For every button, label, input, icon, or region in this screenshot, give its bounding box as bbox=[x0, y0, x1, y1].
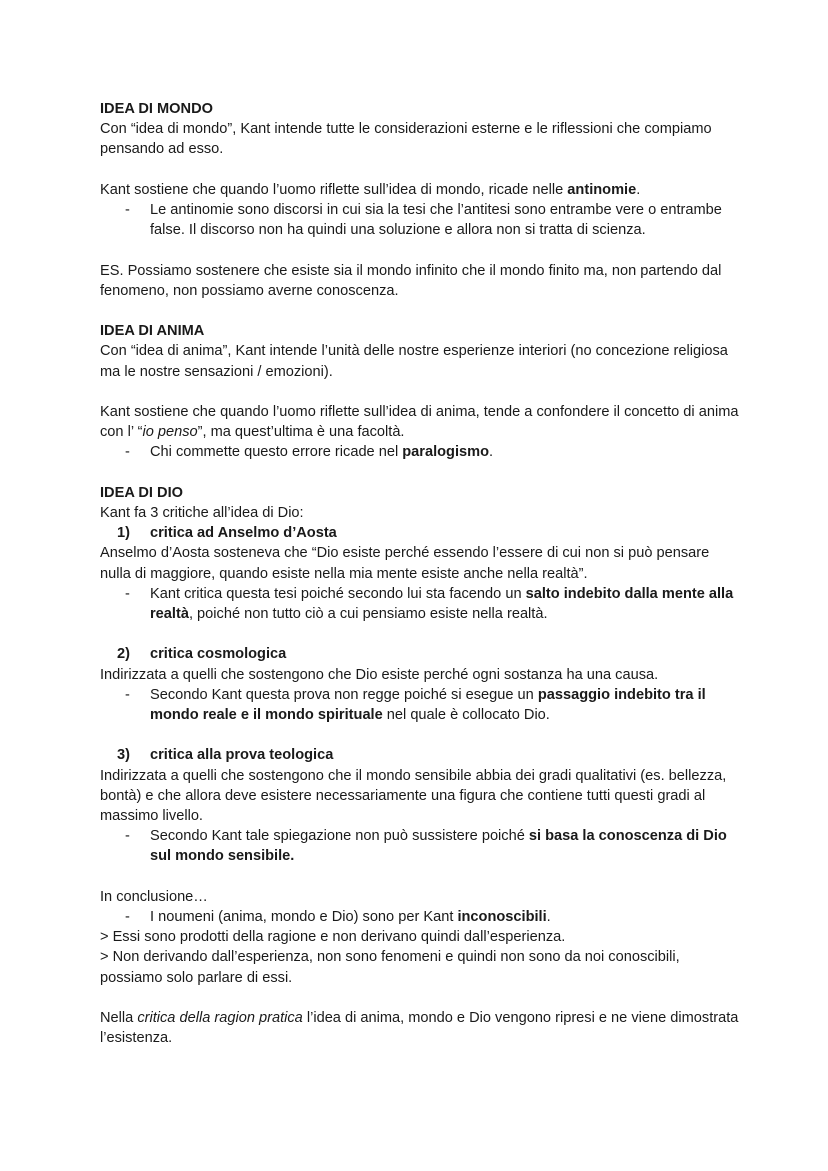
anima-paragraph: Kant sostiene che quando l’uomo riflette sull’idea di anima, tende a confondere il concetto di anima con l’ “io penso”, ma quest’ultima è una facoltà. bbox=[100, 403, 739, 441]
heading-idea-di-dio: IDEA DI DIO bbox=[100, 484, 183, 501]
heading-idea-di-mondo: IDEA DI MONDO bbox=[100, 101, 213, 117]
document-page bbox=[100, 99, 740, 1048]
critique-2-bullet: - Secondo Kant questa prova non regge poiché si esegue un passaggio indebito tra il mondo reale e il mondo spirituale nel quale è collocato Dio. bbox=[125, 686, 706, 723]
heading-idea-di-anima: IDEA DI ANIMA bbox=[100, 323, 205, 340]
term-io-penso: io penso bbox=[142, 424, 198, 441]
critique-3-text: Indirizzata a quelli che sostengono che il mondo sensibile abbia dei gradi qualitativi (es. bellezza, bontà) e che allora deve esistere necessariamente una figura che contiene tutti questi gradi al massimo livello. bbox=[100, 767, 727, 824]
term-critica-ragion-pratica: critica della ragion pratica bbox=[137, 1010, 303, 1026]
critique-1-title: 1) critica ad Anselmo d’Aosta bbox=[117, 525, 337, 542]
bullet-dash: - bbox=[125, 909, 130, 925]
bullet-dash: - bbox=[125, 444, 130, 461]
bullet-dash: - bbox=[125, 585, 130, 602]
mondo-paragraph: Kant sostiene che quando l’uomo riflette sull’idea di mondo, ricade nelle antinomie. bbox=[100, 181, 641, 198]
critique-1-text: Anselmo d’Aosta sosteneva che “Dio esiste perché essendo l’essere di cui non si può pensare nulla di maggiore, quando esiste nella mia mente esiste anche nella realtà”. bbox=[100, 545, 710, 582]
term-antinomie: antinomie bbox=[567, 181, 637, 198]
bullet-dash: - bbox=[125, 202, 130, 218]
term-paralogismo: paralogismo bbox=[402, 444, 490, 461]
bullet-dash: - bbox=[125, 828, 130, 845]
dio-intro: Kant fa 3 critiche all’idea di Dio: bbox=[100, 504, 304, 521]
mondo-example: ES. Possiamo sostenere che esiste sia il mondo infinito che il mondo finito ma, non partendo dal fenomeno, non possiamo averne conoscenza. bbox=[100, 262, 722, 299]
critique-1-bullet: - Kant critica questa tesi poiché secondo lui sta facendo un salto indebito dalla mente alla realtà, poiché non tutto ciò a cui pensiamo esiste nella realtà. bbox=[125, 585, 734, 622]
anima-intro: Con “idea di anima”, Kant intende l’unità delle nostre esperienze interiori (no concezione religiosa ma le nostre sensazioni / emozioni). bbox=[100, 343, 728, 380]
mondo-bullet: - Le antinomie sono discorsi in cui sia la tesi che l’antitesi sono entrambe vere o entrambe false. Il discorso non ha quindi una soluzione e allora non si tratta di scienza. bbox=[125, 202, 722, 239]
conclusion-bullet: - I noumeni (anima, mondo e Dio) sono per Kant inconoscibili. bbox=[100, 907, 740, 927]
bullet-dash: - bbox=[125, 686, 130, 703]
mondo-intro: Con “idea di mondo”, Kant intende tutte le considerazioni esterne e le riflessioni che compiamo pensando ad esso. bbox=[100, 121, 712, 158]
conclusion-line-2: > Non derivando dall’esperienza, non sono fenomeni e quindi non sono da noi conoscibili, possiamo solo parlare di essi. bbox=[100, 949, 680, 986]
critique-2-title: 2) critica cosmologica bbox=[117, 646, 287, 663]
critique-3-title: 3) critica alla prova teologica bbox=[117, 747, 334, 764]
anima-bullet: - Chi commette questo errore ricade nel paralogismo. bbox=[100, 442, 740, 462]
term-inconoscibili: inconoscibili bbox=[457, 909, 547, 925]
conclusion-line-1: > Essi sono prodotti della ragione e non derivano quindi dall’esperienza. bbox=[100, 929, 566, 946]
final-paragraph: Nella critica della ragion pratica l’idea di anima, mondo e Dio vengono ripresi e ne viene dimostrata l’esistenza. bbox=[100, 1010, 739, 1047]
conclusion-intro: In conclusione… bbox=[100, 888, 208, 905]
critique-2-text: Indirizzata a quelli che sostengono che Dio esiste perché ogni sostanza ha una causa. bbox=[100, 666, 659, 683]
critique-3-bullet: - Secondo Kant tale spiegazione non può sussistere poiché si basa la conoscenza di Dio sul mondo sensibile. bbox=[125, 828, 727, 865]
